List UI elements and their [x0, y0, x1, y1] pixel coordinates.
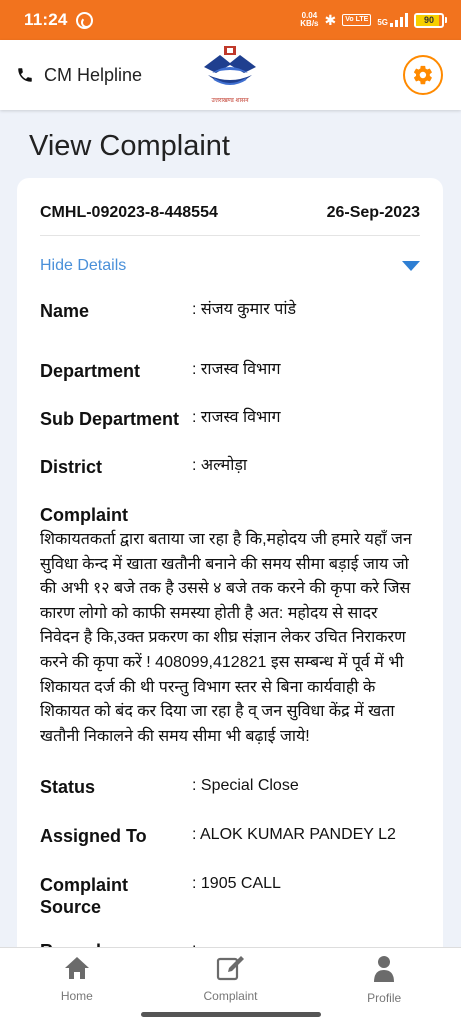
- logo-caption: उत्तराखण्ड शासन: [211, 98, 249, 104]
- whatsapp-icon: [76, 12, 93, 29]
- status-bar: [0, 0, 461, 40]
- battery-level: 90: [423, 14, 434, 25]
- signal-icon: [390, 13, 408, 27]
- helpline-link[interactable]: [16, 65, 142, 86]
- network-type: 5G: [377, 18, 388, 27]
- complaint-card: [17, 178, 443, 978]
- status-label: Status: [40, 777, 96, 798]
- nav-profile-label: Profile: [367, 991, 402, 1005]
- phone-icon: [16, 66, 34, 84]
- volte-badge: Vo LTE: [342, 14, 371, 26]
- assigned-label: Assigned To: [40, 826, 147, 847]
- system-home-indicator[interactable]: [141, 1012, 321, 1017]
- caret-down-icon: [402, 261, 420, 271]
- nav-profile[interactable]: [307, 948, 461, 1024]
- signal-indicator: [377, 13, 408, 27]
- district-label: District: [40, 457, 103, 477]
- helpline-label: CM Helpline: [44, 64, 143, 85]
- nav-home-label: Home: [60, 989, 93, 1003]
- sub-department-row: [40, 408, 420, 430]
- battery-icon: [414, 13, 447, 28]
- status-value: : Special Close: [192, 777, 299, 795]
- name-label: Name: [40, 301, 90, 321]
- district-row: [40, 456, 420, 478]
- complaint-id: CMHL-092023-8-448554: [40, 203, 218, 221]
- gear-icon: [412, 64, 434, 86]
- source-label: Complaint Source: [40, 875, 128, 918]
- assigned-row: [40, 825, 420, 847]
- source-row: [40, 874, 420, 918]
- hide-details-toggle[interactable]: [40, 236, 420, 296]
- complaint-text: शिकायतकर्ता द्वारा बताया जा रहा है कि,महोदय जी हमारे यहाँ जन सुविधा केन्द में खाता खतौनी बनाने की समय सीमा बड़ाई जाय जो की अभी १२ बजे तक है उससे ४ बजे तक करने की कृपा करे जिस कारण लोगो को काफी समस्या होती है अत: महोदय से सादर निवेदन है कि,उक्त प्रकरण का शीघ्र संज्ञान लेकर उचित निराकरण करने की कृपा करें ! 408099,412821 इस सम्बन्ध में पूर्व में भी शिकायत दर्ज की थी परन्तु विभाग स्तर से बिना कार्यवाही के शिकायत को बंद कर दिया जा रहा है व् जन सुविधा केंद्र में खता खतौनी निकालने की समय सीमा भी बढ़ाई जाये!: [40, 531, 412, 745]
- network-speed: 0.04 KB/s: [300, 11, 319, 28]
- app-header: [0, 40, 461, 110]
- department-value: : राजस्व विभाग: [192, 361, 281, 378]
- sub-department-value: : राजस्व विभाग: [192, 409, 281, 426]
- complaint-section: [40, 505, 420, 749]
- complaint-label: Complaint: [40, 505, 128, 525]
- source-value: : 1905 CALL: [192, 875, 281, 893]
- bluetooth-icon: ✱: [324, 11, 337, 28]
- status-row: [40, 776, 420, 798]
- name-value: : संजय कुमार पांडे: [192, 301, 297, 318]
- toggle-label: Hide Details: [40, 257, 127, 274]
- settings-button[interactable]: [403, 55, 443, 95]
- department-row: [40, 360, 420, 382]
- department-label: Department: [40, 361, 141, 381]
- status-time: 11:24: [24, 10, 68, 29]
- complaint-header: [40, 178, 420, 236]
- district-value: : अल्मोड़ा: [192, 457, 248, 474]
- person-icon: [372, 955, 396, 983]
- complaint-date: 26-Sep-2023: [326, 203, 420, 221]
- assigned-value: : ALOK KUMAR PANDEY L2: [192, 826, 396, 844]
- page-title: View Complaint: [29, 130, 230, 162]
- home-icon: [63, 955, 91, 981]
- uttarakhand-logo: [195, 45, 265, 105]
- nav-complaint-label: Complaint: [203, 989, 258, 1003]
- sub-department-label: Sub Department: [40, 409, 180, 429]
- name-row: [40, 300, 420, 322]
- edit-icon: [216, 955, 246, 981]
- nav-home[interactable]: [0, 948, 154, 1024]
